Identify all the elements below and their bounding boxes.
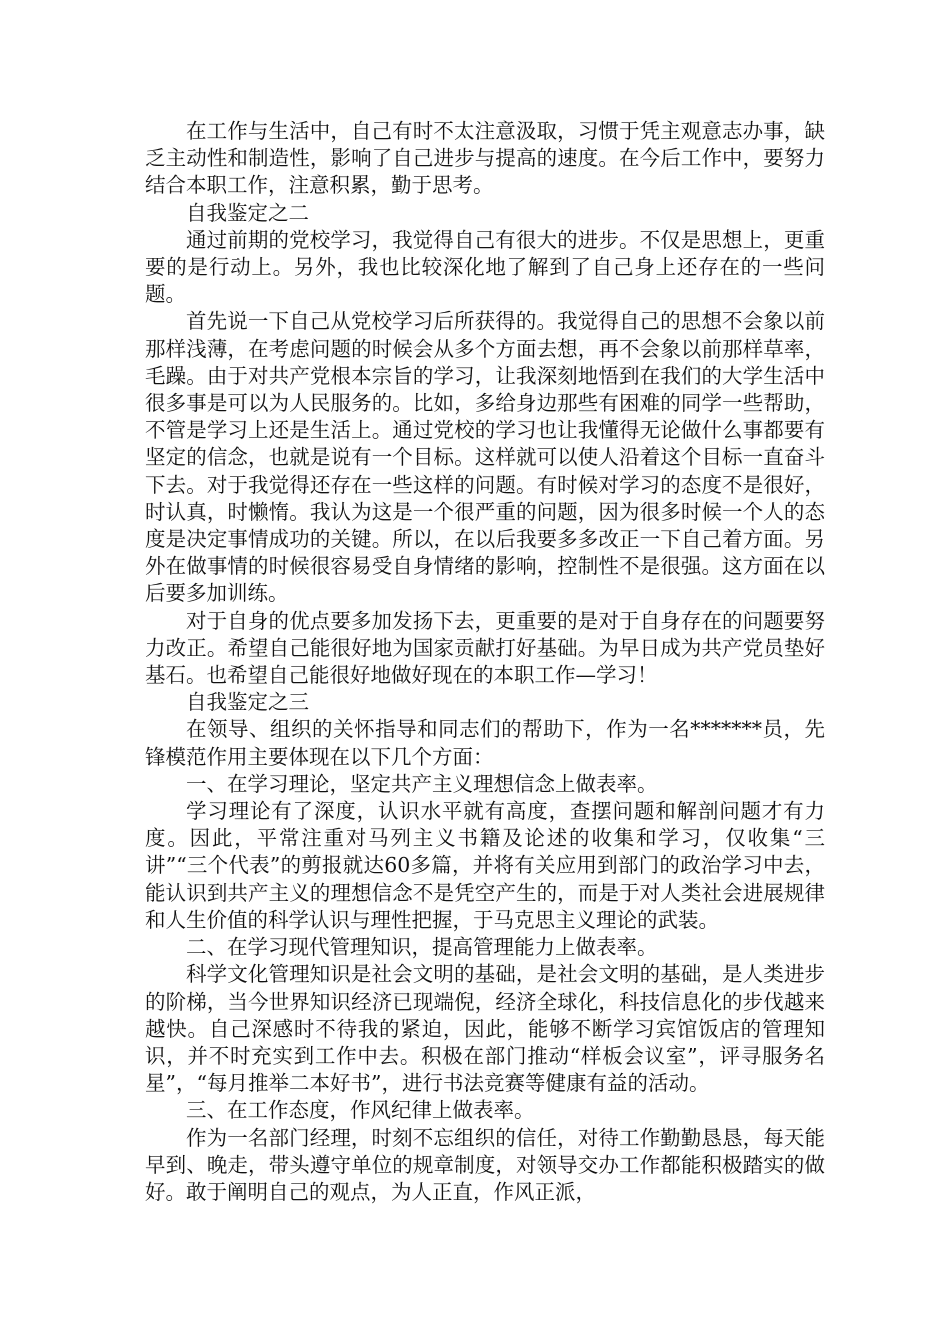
section-heading-2: 自我鉴定之二 — [186, 200, 309, 225]
paragraph-theory: 学习理论有了深度，认识水平就有高度，查摆问题和解剖问题才有力度。因此，平常注重对马列主义书籍及论述的收集和学习，仅收集“三讲”“三个代表”的剪报就达60多篇，并将有关应用到部门的政治学习中去，能认识到共产主义的理想信念不是凭空产生的，而是于对人类社会进展规律和人生价值的科学认识与理性把握，于马克思主义理论的武装。 — [145, 799, 825, 932]
subheading-theory: 一、在学习理论，坚定共产主义理想信念上做表率。 — [186, 771, 658, 796]
paragraph-management: 科学文化管理知识是社会文明的基础，是社会文明的基础，是人类进步的阶梯，当今世界知识经济已现端倪，经济全球化，科技信息化的步伐越来越快。自己深感时不待我的紧迫，因此，能够不断学习宾馆饭店的管理知识，并不时充实到工作中去。积极在部门推动“样板会议室”，评寻服务名星”，“每月推举二本好书”，进行书法竞赛等健康有益的活动。 — [145, 962, 825, 1096]
paragraph-attitude: 作为一名部门经理，时刻不忘组织的信任，对待工作勤勤恳恳，每天能早到、晚走，带头遵守单位的规章制度，对领导交办工作都能积极踏实的做好。敢于阐明自己的观点，为人正直，作风正派， — [145, 1125, 825, 1204]
subheading-attitude: 三、在工作态度，作风纪律上做表率。 — [186, 1098, 535, 1123]
paragraph-work-life: 在工作与生活中，自己有时不太注意汲取，习惯于凭主观意志办事，缺乏主动性和制造性，影响了自己进步与提高的速度。在今后工作中，要努力结合本职工作，注意积累，勤于思考。 — [145, 119, 825, 198]
section-heading-3: 自我鉴定之三 — [186, 690, 309, 715]
document-body — [145, 118, 825, 1206]
paragraph-improvement: 对于自身的优点要多加发扬下去，更重要的是对于自身存在的问题要努力改正。希望自己能很好地为国家贡献打好基础。为早日成为共产党员垫好基石。也希望自己能很好地做好现在的本职工作—学习！ — [145, 608, 825, 688]
paragraph-role-intro: 在领导、组织的关怀指导和同志们的帮助下，作为一名*******员，先锋模范作用主要体现在以下几个方面： — [145, 717, 825, 769]
paragraph-party-school-intro: 通过前期的党校学习，我觉得自己有很大的进步。不仅是思想上，更重要的是行动上。另外，我也比较深化地了解到了自己身上还存在的一些问题。 — [145, 227, 825, 307]
paragraph-gains-and-problems: 首先说一下自己从党校学习后所获得的。我觉得自己的思想不会象以前那样浅薄，在考虑问题的时候会从多个方面去想，再不会象以前那样草率，毛躁。由于对共产党根本宗旨的学习，让我深刻地悟到在我们的大学生活中很多事是可以为人民服务的。比如，多给身边那些有困难的同学一些帮助，不管是学习上还是生活上。通过党校的学习也让我懂得无论做什么事都要有坚定的信念，也就是说有一个目标。这样就可以使人沿着这个目标一直奋斗下去。对于我觉得还存在一些这样的问题。有时候对学习的态度不是很好，时认真，时懒惰。我认为这是一个很严重的问题，因为很多时候一个人的态度是决定事情成功的关键。所以，在以后我要多多改正一下自己着方面。另外在做事情的时候很容易受自身情绪的影响，控制性不是很强。这方面在以后要多加训练。 — [145, 309, 825, 606]
subheading-management: 二、在学习现代管理知识，提高管理能力上做表率。 — [186, 935, 658, 960]
